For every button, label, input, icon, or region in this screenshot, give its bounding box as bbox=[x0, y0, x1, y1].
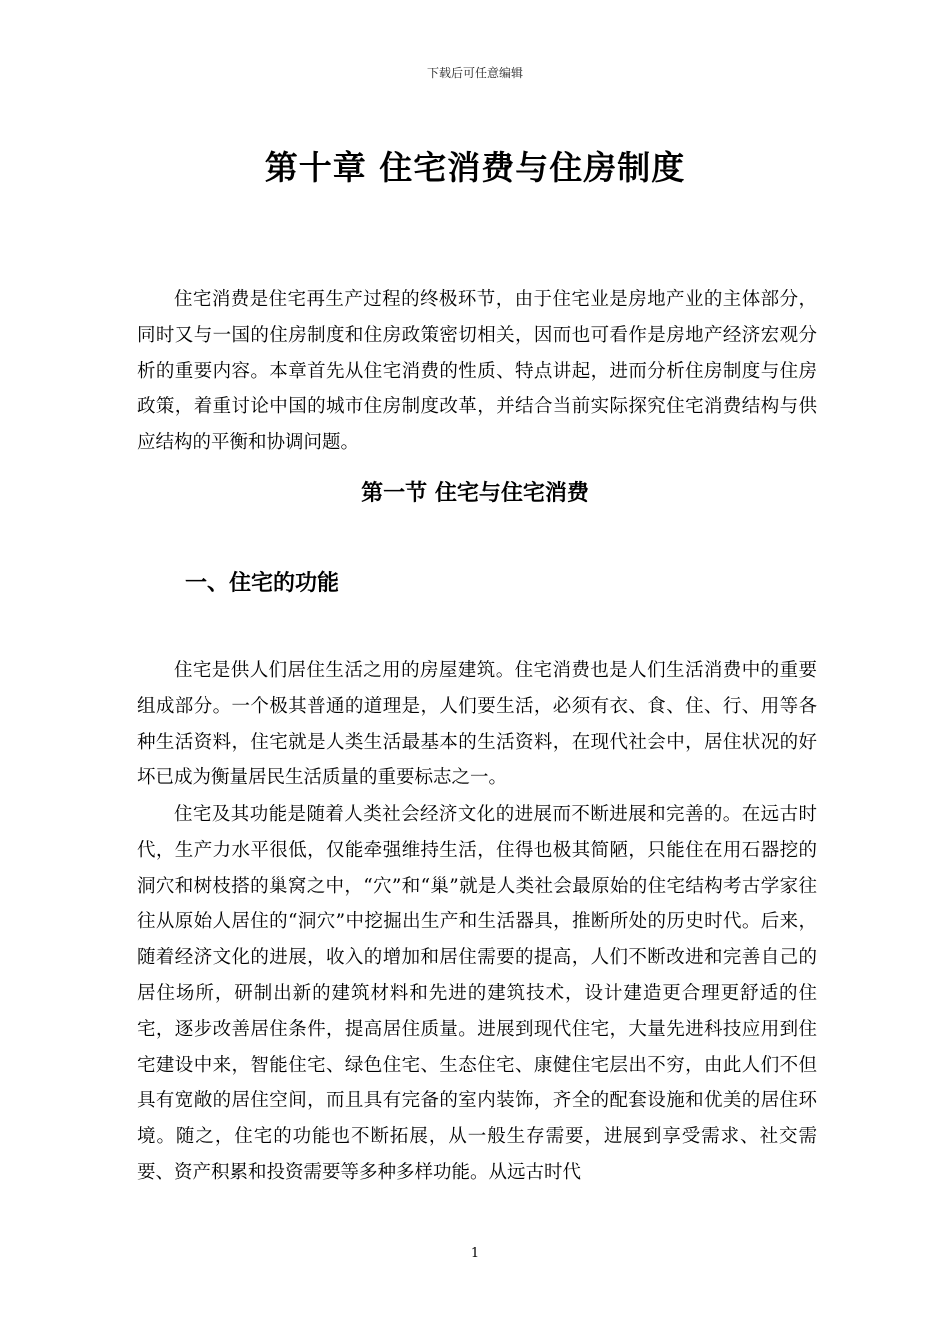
intro-paragraph: 住宅消费是住宅再生产过程的终极环节，由于住宅业是房地产业的主体部分，同时又与一国的住房制度和住房政策密切相关，因而也可看作是房地产经济宏观分析的重要内容。本章首先从住宅消费的性质、特点讲起，进而分析住房制度与住房政策，着重讨论中国的城市住房制度改革，并结合当前实际探究住宅消费结构与供应结构的平衡和协调问题。 bbox=[137, 289, 817, 454]
subsection-title: 一、住宅的功能 bbox=[185, 571, 340, 596]
section-title: 第一节 住宅与住宅消费 bbox=[361, 481, 589, 506]
chapter-title: 第十章 住宅消费与住房制度 bbox=[264, 148, 686, 187]
body-paragraph-2: 住宅及其功能是随着人类社会经济文化的进展而不断进展和完善的。在远古时代，生产力水平很低，仅能牵强维持生活，住得也极其简陋，只能住在用石器挖的洞穴和树枝搭的巢窝之中，“穴”和“巢”就是人类社会最原始的住宅结构考古学家往往从原始人居住的“洞穴”中挖掘出生产和生活器具，推断所处的历史时代。后来，随着经济文化的进展，收入的增加和居住需要的提高，人们不断改进和完善自己的居住场所，研制出新的建筑材料和先进的建筑技术，设计建造更合理更舒适的住宅，逐步改善居住条件，提高居住质量。进展到现代住宅，大量先进科技应用到住宅建设中来，智能住宅、绿色住宅、生态住宅、康健住宅层出不穷，由此人们不但具有宽敞的居住空间，而且具有完备的室内装饰，齐全的配套设施和优美的居住环境。随之，住宅的功能也不断拓展，从一般生存需要，进展到享受需求、社交需要、资产积累和投资需要等多种多样功能。从远古时代 bbox=[137, 804, 817, 1183]
body-paragraph-1: 住宅是供人们居住生活之用的房屋建筑。住宅消费也是人们生活消费中的重要组成部分。一个极其普通的道理是，人们要生活，必须有衣、食、住、行、用等各种生活资料，住宅就是人类生活最基本的生活资料，在现代社会中，居住状况的好坏已成为衡量居民生活质量的重要标志之一。 bbox=[137, 660, 817, 789]
page-header-note: 下载后可任意编辑 bbox=[426, 66, 523, 80]
page-number: 1 bbox=[470, 1246, 480, 1261]
